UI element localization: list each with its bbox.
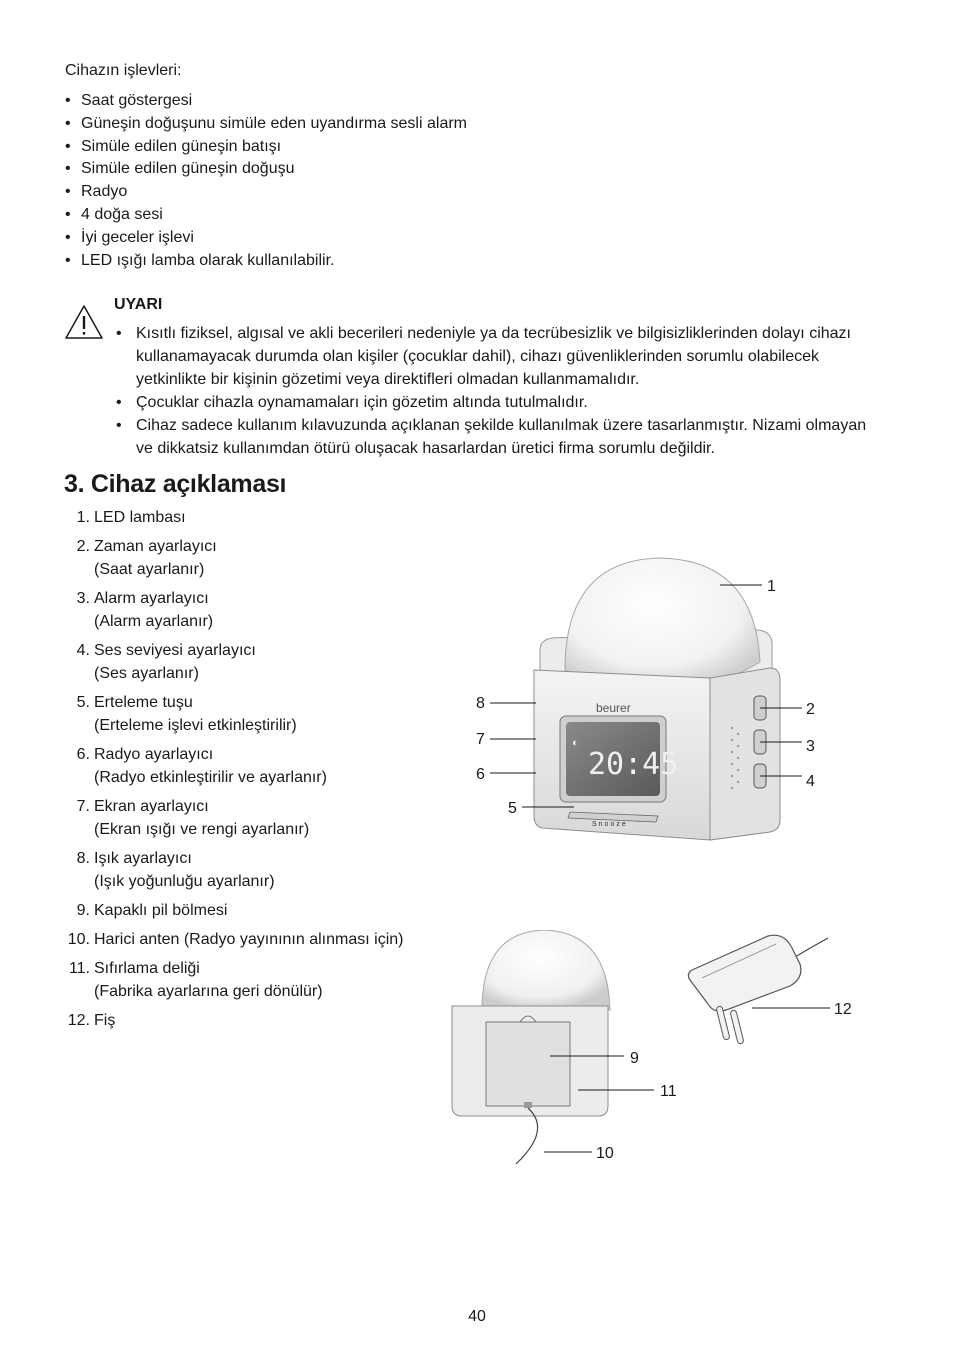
item-number: 4.	[76, 642, 90, 659]
item-number: 7.	[76, 798, 90, 815]
list-item: • Simüle edilen güneşin batışı	[65, 136, 467, 159]
item-description: (Alarm ayarlanır)	[94, 613, 214, 630]
list-item: • Radyo	[65, 181, 467, 204]
item-name: Zaman ayarlayıcı	[94, 538, 217, 555]
item-name: Radyo ayarlayıcı	[94, 746, 214, 763]
list-item: • Kısıtlı fiziksel, algısal ve akli becerileri nedeniyle ya da tecrübesizlik ve bilgisizliklerinden dolayı cihazı kullanamayacak durumda olan kişiler (çocuklar dahil), cihazı güvenliklerinden sorumlu olabilecek yetkinlikte bir kişinin gözetimi veya direktifleri olmadan kullanmamalıdır.	[114, 322, 874, 391]
warning-title: UYARI	[114, 296, 163, 313]
list-item: • 4 doğa sesi	[65, 204, 467, 227]
item-number: 9.	[76, 902, 90, 919]
item-name: Harici anten (Radyo yayınının alınması için)	[94, 931, 404, 948]
callout-label: 10	[596, 1145, 614, 1162]
callout-label: 8	[476, 695, 485, 712]
callout-label: 11	[660, 1083, 677, 1100]
list-item	[64, 743, 403, 789]
parts-list	[64, 506, 403, 1038]
callout-label: 3	[806, 738, 815, 755]
list-item	[64, 899, 403, 922]
item-description: (Ekran ışığı ve rengi ayarlanır)	[94, 821, 310, 838]
list-item	[64, 506, 403, 529]
display-time: 20:45	[588, 747, 679, 782]
item-number: 2.	[76, 538, 90, 555]
callout-label: 2	[806, 701, 815, 718]
item-description: (Erteleme işlevi etkinleştirilir)	[94, 717, 297, 734]
list-item	[64, 957, 403, 1003]
list-item	[64, 1009, 403, 1032]
callout-label: 7	[476, 731, 485, 748]
alarm-indicator-icon: ◐	[572, 737, 579, 749]
list-item: • Cihaz sadece kullanım kılavuzunda açıklanan şekilde kullanılmak üzere tasarlanmıştır. Nizami olmayan ve dikkatsiz kullanımdan ötürü oluşacak hasarlardan üretici firma sorumlu değildir.	[114, 414, 874, 460]
plug-pin	[716, 1006, 730, 1040]
item-name: Ses seviyesi ayarlayıcı	[94, 642, 256, 659]
item-description: (Saat ayarlanır)	[94, 561, 205, 578]
list-item	[64, 795, 403, 841]
item-name: Sıfırlama deliği	[94, 960, 200, 977]
callout-label: 4	[806, 773, 815, 790]
item-number: 12.	[67, 1012, 90, 1029]
feature-list	[65, 90, 467, 272]
list-item	[64, 847, 403, 893]
item-number: 10.	[67, 931, 90, 948]
callout-label: 1	[767, 578, 776, 595]
list-item: • LED ışığı lamba olarak kullanılabilir.	[65, 250, 467, 273]
item-name: Fiş	[94, 1012, 116, 1029]
battery-compartment	[486, 1022, 570, 1106]
item-description: (Işık yoğunluğu ayarlanır)	[94, 873, 275, 890]
plug-pin	[730, 1010, 744, 1044]
page-number: 40	[468, 1308, 486, 1325]
list-item	[64, 639, 403, 685]
item-description: (Radyo etkinleştirilir ve ayarlanır)	[94, 769, 327, 786]
item-description: (Ses ayarlanır)	[94, 665, 199, 682]
snooze-label: Snooze	[592, 821, 628, 828]
list-item	[64, 535, 403, 581]
reset-hole	[524, 1102, 532, 1108]
item-name: LED lambası	[94, 509, 186, 526]
item-number: 3.	[76, 590, 90, 607]
intro-text: Cihazın işlevleri:	[65, 62, 182, 79]
list-item: • Saat göstergesi	[65, 90, 467, 113]
list-item	[64, 691, 403, 737]
callout-label: 5	[508, 800, 517, 817]
list-item: • Güneşin doğuşunu simüle eden uyandırma sesli alarm	[65, 113, 467, 136]
led-lamp	[565, 558, 760, 692]
power-adapter-illustration	[680, 930, 880, 1060]
item-name: Kapaklı pil bölmesi	[94, 902, 228, 919]
warning-icon	[64, 304, 104, 340]
section-title: 3. Cihaz açıklaması	[64, 470, 287, 498]
list-item: • İyi geceler işlevi	[65, 227, 467, 250]
list-item: • Simüle edilen güneşin doğuşu	[65, 158, 467, 181]
item-name: Işık ayarlayıcı	[94, 850, 192, 867]
item-name: Alarm ayarlayıcı	[94, 590, 209, 607]
item-number: 8.	[76, 850, 90, 867]
list-item	[64, 928, 403, 951]
item-number: 6.	[76, 746, 90, 763]
item-number: 5.	[76, 694, 90, 711]
callout-label: 9	[630, 1050, 639, 1067]
item-name: Ekran ayarlayıcı	[94, 798, 209, 815]
warning-list	[114, 322, 874, 460]
item-description: (Fabrika ayarlarına geri dönülür)	[94, 983, 323, 1000]
item-number: 1.	[76, 509, 90, 526]
device-rear-illustration	[440, 930, 680, 1170]
brand-logo: beurer	[596, 701, 631, 715]
callout-label: 6	[476, 766, 485, 783]
list-item	[64, 587, 403, 633]
item-number: 11.	[68, 960, 90, 977]
item-name: Erteleme tuşu	[94, 694, 193, 711]
device-front-illustration	[470, 550, 850, 860]
callout-label: 12	[834, 1001, 852, 1018]
list-item: • Çocuklar cihazla oynamamaları için gözetim altında tutulmalıdır.	[114, 391, 874, 414]
